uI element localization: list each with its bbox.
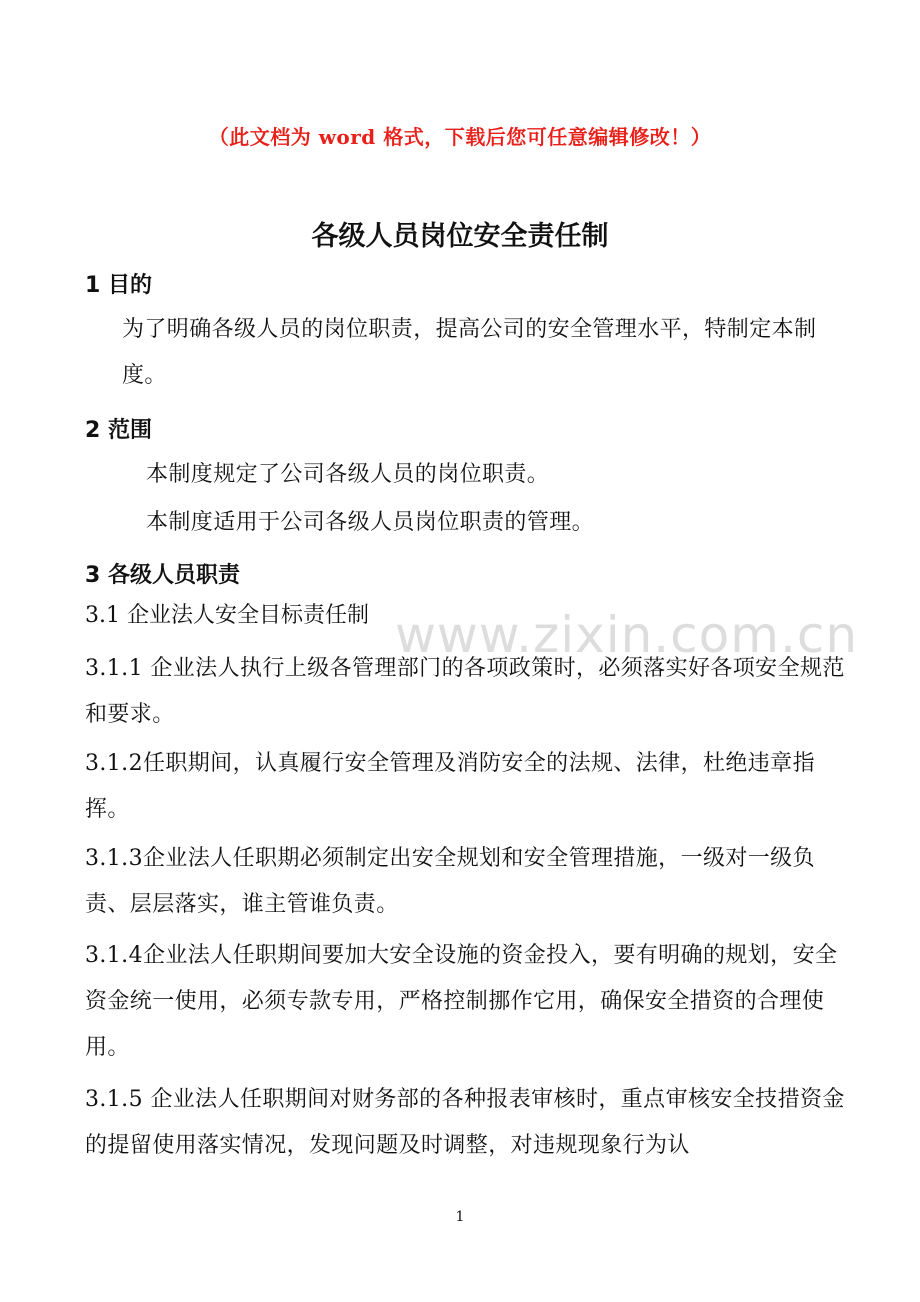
watermark: www.zixin.com.cn	[395, 606, 859, 664]
section-3-1-heading: 3.1 企业法人安全目标责任制	[85, 603, 369, 628]
clause-item: 3.1.5 企业法人任职期间对财务部的各种报表审核时，重点审核安全技措资金的提留使用落实情况，发现问题及时调整，对违规现象行为认	[85, 1087, 845, 1158]
document-title: 各级人员岗位安全责任制	[311, 221, 609, 252]
clause-item: 3.1.2任职期间，认真履行安全管理及消防安全的法规、法律，杜绝违章指挥。	[85, 751, 815, 822]
section-3-heading: 3 各级人员职责	[85, 563, 240, 588]
clause-item: 3.1.4企业法人任职期间要加大安全设施的资金投入，要有明确的规划，安全资金统一使用，必须专款专用，严格控制挪作它用，确保安全措资的合理使用。	[85, 943, 838, 1060]
clause-item: 3.1.1 企业法人执行上级各管理部门的各项政策时，必须落实好各项安全规范和要求。	[85, 656, 845, 727]
section-1-text: 为了明确各级人员的岗位职责，提高公司的安全管理水平，特制定本制度。	[122, 317, 817, 388]
section-2-line: 本制度规定了公司各级人员的岗位职责。	[146, 462, 550, 487]
section-2-line: 本制度适用于公司各级人员岗位职责的管理。	[146, 510, 595, 535]
format-notice: （此文档为 word 格式，下载后您可任意编辑修改！）	[208, 125, 712, 149]
section-2-heading: 2 范围	[85, 418, 152, 443]
clause-item: 3.1.3企业法人任职期必须制定出安全规划和安全管理措施，一级对一级负责、层层落实，谁主管谁负责。	[85, 846, 815, 917]
section-1-heading: 1 目的	[85, 273, 152, 298]
page-number: 1	[455, 1209, 465, 1225]
